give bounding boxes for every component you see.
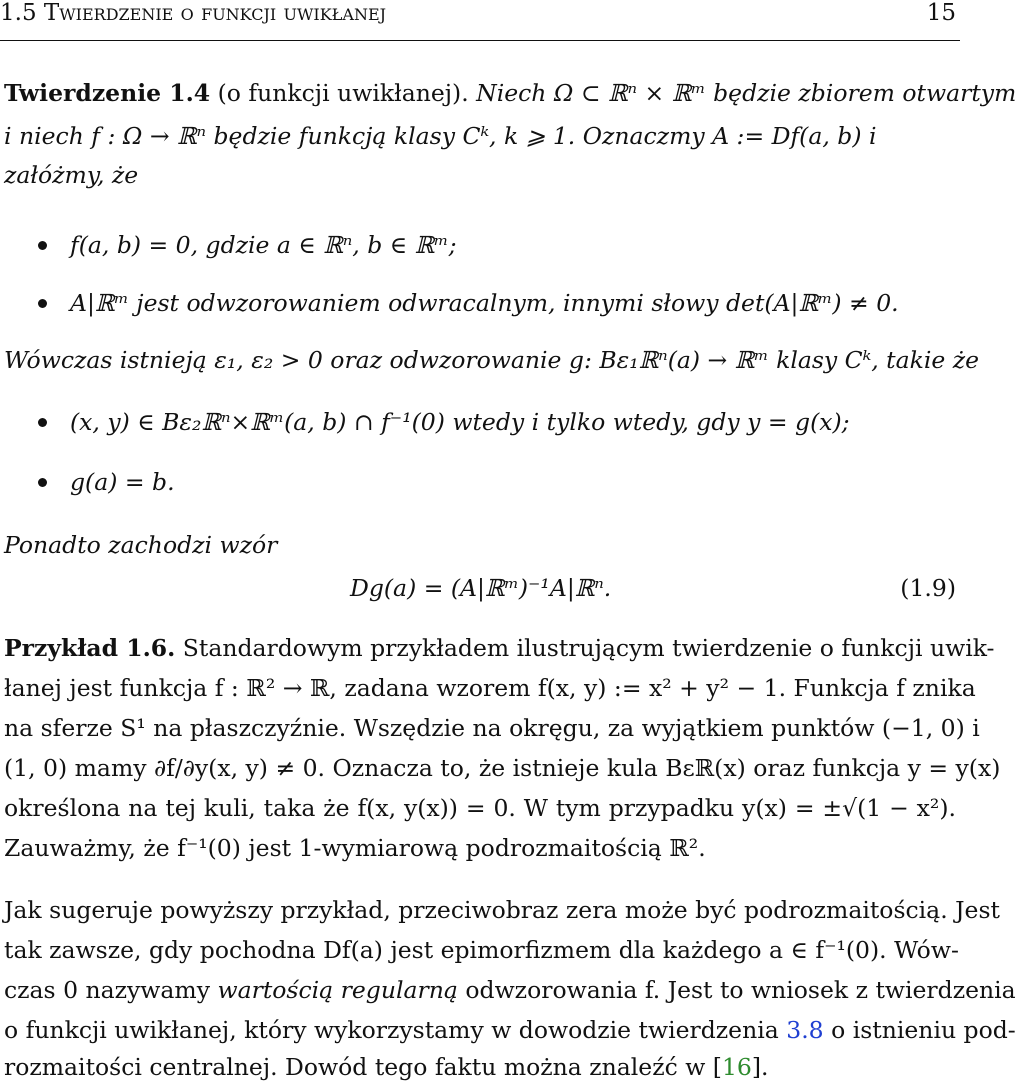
example-line-3: na sferze S¹ na płaszczyźnie. Wszędzie na okręgu, za wyjątkiem punktów (−1, 0) i (4, 714, 980, 742)
paragraph-line-4 (4, 1015, 1016, 1045)
theorem-ref-link[interactable]: 3.8 (786, 1016, 824, 1044)
paragraph-line-5 (4, 1052, 956, 1082)
theorem-conclusion-line: Wówczas istnieją ε₁, ε₂ > 0 oraz odwzorowanie g: Bε₁ℝⁿ(a) → ℝᵐ klasy Cᵏ, takie że (4, 346, 980, 374)
assumption-2: A|ℝᵐ jest odwzorowaniem odwracalnym, innymi słowy det(A|ℝᵐ) ≠ 0. (70, 289, 899, 317)
paragraph-text: o funkcji uwikłanej, który wykorzystamy w dowodzie twierdzenia (4, 1016, 779, 1044)
paragraph-line-2: tak zawsze, gdy pochodna Df(a) jest epimorfizmem dla każdego a ∈ f⁻¹(0). Wów- (4, 936, 959, 964)
example-line-4: (1, 0) mamy ∂f/∂y(x, y) ≠ 0. Oznacza to, że istnieje kula Bεℝ(x) oraz funkcja y = y(x) (4, 754, 1001, 782)
formula-expression: Dg(a) = (A|ℝᵐ)⁻¹A|ℝⁿ. (350, 574, 612, 602)
example-line-5: określona na tej kuli, taka że f(x, y(x)) = 0. W tym przypadku y(x) = ±√(1 − x²). (4, 794, 956, 822)
paragraph-text: czas 0 nazywamy (4, 976, 210, 1004)
page-number: 15 (926, 0, 956, 26)
example-line-2: łanej jest funkcja f : ℝ² → ℝ, zadana wzorem f(x, y) := x² + y² − 1. Funkcja f znika (4, 674, 976, 702)
bullet-marker (38, 241, 47, 250)
formula-intro: Ponadto zachodzi wzór (4, 531, 278, 559)
running-header (0, 0, 960, 41)
theorem-line-3: załóżmy, że (4, 161, 139, 189)
citation-link[interactable]: 16 (721, 1053, 752, 1081)
section-title: 1.5 Twierdzenie o funkcji uwikłanej (0, 0, 387, 26)
example-line-6: Zauważmy, że f⁻¹(0) jest 1-wymiarową podrozmaitością ℝ². (4, 834, 706, 862)
theorem-line-1 (4, 78, 1016, 108)
bullet-marker (38, 478, 47, 487)
example-line-1-text: Standardowym przykładem ilustrującym twierdzenie o funkcji uwik- (182, 634, 995, 662)
example-line-1 (4, 633, 995, 663)
conclusion-1: (x, y) ∈ Bε₂ℝⁿ×ℝᵐ(a, b) ∩ f⁻¹(0) wtedy i tylko wtedy, gdy y = g(x); (70, 408, 850, 436)
paragraph-text: o istnieniu pod- (831, 1016, 1016, 1044)
bullet-marker (38, 299, 47, 308)
formula (350, 573, 950, 603)
bullet-marker (38, 418, 47, 427)
formula-number: (1.9) (900, 574, 956, 602)
conclusion-2: g(a) = b. (70, 468, 175, 496)
theorem-label: Twierdzenie 1.4 (4, 79, 211, 107)
theorem-line-1-text: Niech Ω ⊂ ℝⁿ × ℝᵐ będzie zbiorem otwartym (476, 79, 1016, 107)
theorem-line-2: i niech f : Ω → ℝⁿ będzie funkcją klasy Cᵏ, k ⩾ 1. Oznaczmy A := Df(a, b) i (4, 122, 877, 150)
paragraph-text: ]. (751, 1053, 769, 1081)
example-label: Przykład 1.6. (4, 634, 176, 662)
paragraph-line-3 (4, 975, 1016, 1005)
assumption-1: f(a, b) = 0, gdzie a ∈ ℝⁿ, b ∈ ℝᵐ; (70, 231, 457, 259)
theorem-title: (o funkcji uwikłanej). (217, 79, 469, 107)
paragraph-text: rozmaitości centralnej. Dowód tego faktu można znaleźć w [ (4, 1053, 722, 1081)
paragraph-line-1: Jak sugeruje powyższy przykład, przeciwobraz zera może być podrozmaitością. Jest (4, 896, 1000, 924)
emphasized-term: wartością regularną (217, 976, 458, 1004)
paragraph-text: odwzorowania f. Jest to wniosek z twierdzenia (465, 976, 1016, 1004)
